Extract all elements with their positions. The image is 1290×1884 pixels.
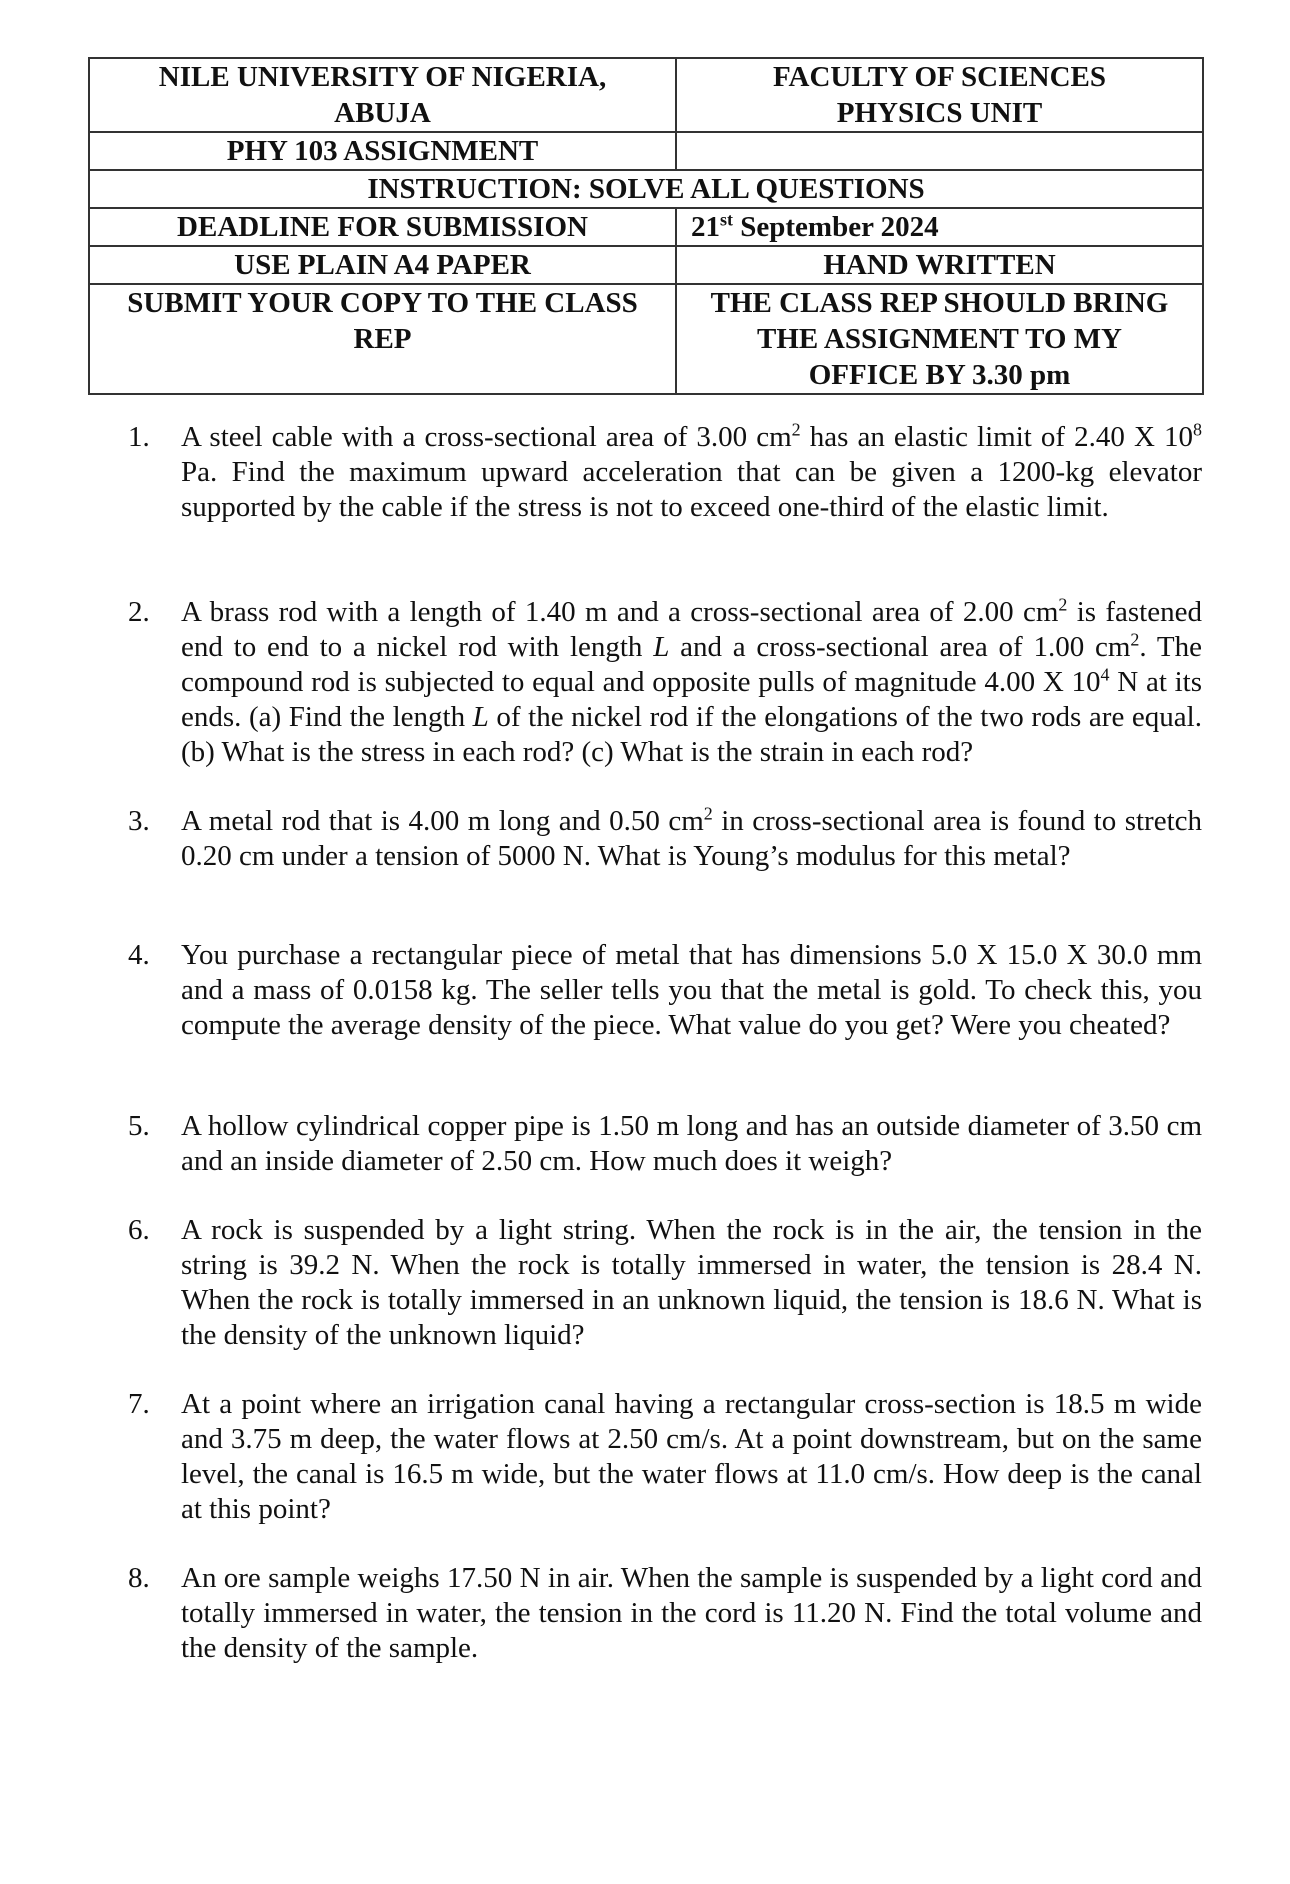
superscript: 2: [703, 803, 713, 824]
university-cell: [89, 58, 676, 132]
paper-requirement: USE PLAIN A4 PAPER: [89, 246, 676, 284]
question-1: [128, 420, 1202, 525]
question-number: 6.: [128, 1214, 150, 1246]
question-number: 3.: [128, 805, 150, 837]
header-row-institution: [89, 58, 1203, 132]
question-text: Pa. Find the maximum upward acceleration that can be given a 1200-kg elevator supported by the cable if the stress is not to exceed one-third of the elastic limit.: [181, 456, 1202, 523]
variable-l: L: [653, 631, 670, 663]
question-text: A hollow cylindrical copper pipe is 1.50 m long and has an outside diameter of 3.50 cm and an inside diameter of 2.50 cm. How much does it weigh?: [181, 1110, 1202, 1177]
header-row-deadline: [89, 208, 1203, 246]
rep-line-3: OFFICE BY 3.30 pm: [808, 359, 1071, 391]
deadline-suffix: st: [720, 209, 733, 230]
faculty-name: FACULTY OF SCIENCES: [772, 61, 1107, 93]
rep-line-1: THE CLASS REP SHOULD BRING: [710, 287, 1169, 319]
question-7: [128, 1387, 1202, 1527]
course-title: PHY 103 ASSIGNMENT: [89, 132, 676, 170]
question-text: An ore sample weighs 17.50 N in air. When the sample is suspended by a light cord and totally immersed in water, the tension in the cord is 11.20 N. Find the total volume and the density of the sample.: [181, 1562, 1202, 1664]
question-text: You purchase a rectangular piece of metal that has dimensions 5.0 X 15.0 X 30.0 mm and a mass of 0.0158 kg. The seller tells you that the metal is gold. To check this, you compute the average density of the piece. What value do you get? Were you cheated?: [181, 939, 1202, 1041]
question-number: 8.: [128, 1562, 150, 1594]
empty-cell: [676, 132, 1203, 170]
university-name: NILE UNIVERSITY OF NIGERIA,: [158, 61, 607, 93]
superscript: 8: [1192, 419, 1202, 440]
question-number: 4.: [128, 939, 150, 971]
question-number: 2.: [128, 596, 150, 628]
header-row-submission: [89, 284, 1203, 394]
faculty-cell: [676, 58, 1203, 132]
question-text: has an elastic limit of 2.40 X 10: [800, 421, 1193, 453]
question-6: [128, 1213, 1202, 1353]
question-text: At a point where an irrigation canal having a rectangular cross-section is 18.5 m wide and 3.75 m deep, the water flows at 2.50 cm/s. At a point downstream, but on the same level, the canal is 16.5 m wide, but the water flows at 11.0 cm/s. How deep is the canal at this point?: [181, 1388, 1202, 1525]
unit-name: PHYSICS UNIT: [836, 97, 1043, 129]
rep-line-2: THE ASSIGNMENT TO MY: [756, 323, 1123, 355]
deadline-month-year: September 2024: [733, 211, 939, 243]
submit-line-2: REP: [353, 323, 412, 355]
deadline-label: DEADLINE FOR SUBMISSION: [89, 208, 676, 246]
question-text: A metal rod that is 4.00 m long and 0.50 cm: [181, 805, 704, 837]
question-number: 1.: [128, 421, 150, 453]
question-list: [128, 420, 1202, 1666]
header-table: [88, 57, 1204, 395]
question-5: [128, 1109, 1202, 1179]
superscript: 2: [1130, 629, 1140, 650]
question-text: and a cross-sectional area of 1.00 cm: [669, 631, 1131, 663]
question-text: is fastened end to end to a nickel rod with length: [181, 596, 1202, 663]
question-text: A rock is suspended by a light string. When the rock is in the air, the tension in the string is 39.2 N. When the rock is totally immersed in water, the tension is 28.4 N. When the rock is totally immersed in an unknown liquid, the tension is 18.6 N. What is the density of the unknown liquid?: [181, 1214, 1202, 1351]
question-4: [128, 938, 1202, 1043]
university-city: ABUJA: [334, 97, 431, 129]
question-text: of the nickel rod if the elongations of the two rods are equal. (b) What is the stress in each rod? (c) What is the strain in each rod?: [181, 701, 1202, 768]
header-row-course: [89, 132, 1203, 170]
question-2: [128, 595, 1202, 770]
question-number: 5.: [128, 1110, 150, 1142]
question-text: in cross-sectional area is found to stretch 0.20 cm under a tension of 5000 N. What is Young’s modulus for this metal?: [181, 805, 1202, 872]
deadline-day: 21: [691, 211, 720, 243]
question-text: N at its ends. (a) Find the length: [181, 666, 1202, 733]
question-number: 7.: [128, 1388, 150, 1420]
submit-cell: [89, 284, 676, 394]
question-3: [128, 804, 1202, 874]
header-row-format: [89, 246, 1203, 284]
variable-l: L: [472, 701, 489, 733]
superscript: 2: [1058, 594, 1068, 615]
superscript: 4: [1100, 664, 1110, 685]
deadline-date: [676, 208, 1203, 246]
rep-cell: [676, 284, 1203, 394]
question-8: [128, 1561, 1202, 1666]
question-text: . The compound rod is subjected to equal and opposite pulls of magnitude 4.00 X 10: [181, 631, 1202, 698]
superscript: 2: [791, 419, 801, 440]
submit-line-1: SUBMIT YOUR COPY TO THE CLASS: [127, 287, 638, 319]
instruction-text: INSTRUCTION: SOLVE ALL QUESTIONS: [89, 170, 1203, 208]
header-row-instruction: [89, 170, 1203, 208]
question-text: A steel cable with a cross-sectional area of 3.00 cm: [181, 421, 792, 453]
question-text: A brass rod with a length of 1.40 m and a cross-sectional area of 2.00 cm: [181, 596, 1059, 628]
writing-mode: HAND WRITTEN: [676, 246, 1203, 284]
